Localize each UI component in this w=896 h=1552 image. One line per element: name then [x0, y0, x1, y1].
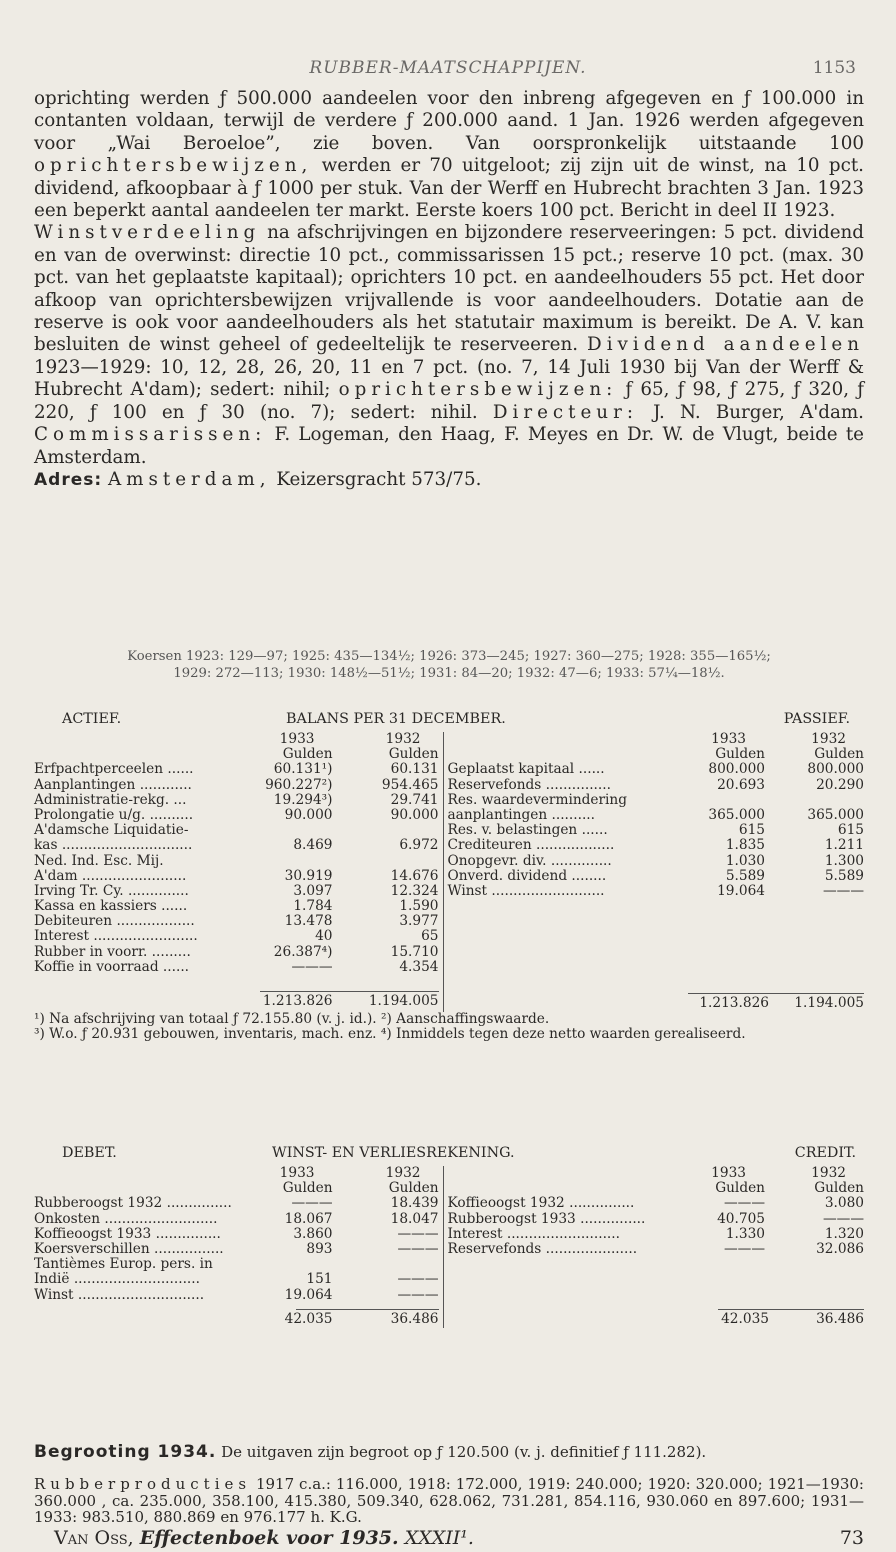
row-label: Reservefonds ............... — [447, 776, 611, 793]
text-dividend: 1923—1929: 10, 12, 28, 26, 20, 11 en 7 pct. (no. 7, 14 Juli 1930 bij Van der Werff & Hubrecht A'dam); sedert: nihil; — [34, 356, 864, 401]
value-1933: 893 — [306, 1240, 333, 1257]
balans-notes — [34, 1012, 864, 1042]
balans-section — [34, 712, 864, 1042]
koersen-line-1: Koersen 1923: 129—97; 1925: 435—134½; 1926: 373—245; 1927: 360—275; 1928: 355—165½; — [127, 649, 771, 664]
commissarissen-value: F. Logeman, den Haag, F. Meyes en Dr. W. de Vlugt, beide te Amsterdam. — [34, 424, 864, 468]
total-1932: 1.194.005 — [368, 993, 439, 1009]
begrooting-label: Begrooting 1934. — [34, 1442, 217, 1462]
term-oprichtersbewijzen: oprichtersbewijzen, — [34, 155, 313, 177]
table-row — [34, 884, 443, 899]
text-oprichting: oprichting werden ƒ 500.000 aandeelen voor den inbreng afgegeven en ƒ 100.000 in contanten voldaan, terwijl de verdere ƒ 200.000 aand. 1 Jan. 1926 werden afgegeven voor „Wai Beroeloe”, zie boven. Van oorspronkelijk uitstaande 100 — [34, 88, 864, 154]
winst-credit-rows — [448, 1196, 864, 1257]
begrooting-text: De uitgaven zijn begroot op ƒ 120.500 (v. j. definitief ƒ 111.282). — [216, 1443, 707, 1461]
value-1932: ——— — [822, 882, 864, 899]
running-header — [34, 58, 862, 84]
value-1932: 14.676 — [390, 867, 439, 884]
winst-credit-column — [444, 1166, 864, 1328]
year-1932: 1932 — [385, 1165, 421, 1181]
balans-unit-row — [448, 747, 864, 762]
footer-page-number: 73 — [839, 1527, 864, 1549]
table-row — [34, 899, 443, 914]
balans-columns — [34, 732, 864, 1012]
paragraph-adres — [34, 469, 864, 491]
row-label: Interest .......................... — [447, 1225, 620, 1242]
row-label: Crediteuren .................. — [447, 837, 615, 854]
unit-gulden: Gulden — [282, 1180, 333, 1197]
row-label: Koffie in voorraad ...... — [34, 958, 190, 975]
body-text — [34, 88, 864, 491]
row-label: Administratie-rekg. ... — [34, 791, 187, 808]
unit-gulden: Gulden — [715, 746, 765, 763]
year-1933: 1933 — [711, 731, 746, 747]
value-1932: ——— — [397, 1240, 439, 1257]
balans-actief-total — [260, 991, 439, 1010]
total-1933: 42.035 — [721, 1311, 769, 1328]
total-1933: 1.213.826 — [699, 995, 769, 1012]
term-winstverdeeling: Winstverdeeling — [34, 222, 261, 244]
value-1932: ——— — [822, 1210, 864, 1227]
row-label: aanplantingen .......... — [447, 806, 595, 823]
adres-street: Keizersgracht 573/75. — [270, 468, 482, 490]
text-winstverdeeling: na afschrijvingen en bijzondere reserveeringen: 5 pct. dividend en van de overwinst: directie 10 pct., commissarissen 15 pct.; reserve 10 pct. (max. 30 pct. van het geplaatste kapitaal); oprichters 10 pct. en aandeelhouders 55 pct. Het door afkoop van oprichtersbewijzen vrijvallende is voor aandeelhouders. Dotatie aan de reserve is ook voor aandeelhouders als het statutair maximum is bereikt. De A. V. kan besluiten de winst geheel of gedeeltelijk te reserveeren. — [34, 222, 864, 356]
row-label: Onopgevr. div. .............. — [447, 852, 612, 869]
table-row — [448, 762, 864, 777]
value-1933: 40.705 — [717, 1210, 765, 1227]
unit-gulden: Gulden — [388, 1180, 439, 1197]
table-row — [34, 762, 443, 777]
value-1933: ——— — [291, 1195, 333, 1212]
row-label: Ned. Ind. Esc. Mij. — [34, 852, 164, 869]
balans-heading — [34, 712, 864, 732]
value-1932: 18.047 — [390, 1210, 439, 1227]
total-1932: 36.486 — [816, 1311, 864, 1328]
value-1932: 6.972 — [399, 837, 439, 854]
passief-label: PASSIEF. — [783, 711, 850, 727]
winst-unit-row — [448, 1181, 864, 1196]
row-label: Erfpachtperceelen ...... — [34, 761, 194, 778]
table-row — [448, 1196, 864, 1211]
table-row — [34, 1212, 443, 1227]
winst-heading — [34, 1146, 864, 1166]
table-row — [448, 854, 864, 869]
year-1932: 1932 — [385, 731, 421, 747]
value-1933: 1.030 — [725, 852, 765, 869]
page-number: 1153 — [812, 58, 856, 78]
value-1932: 954.465 — [381, 776, 439, 793]
table-row — [448, 1227, 864, 1242]
term-rubberproducties: Rubberproducties — [34, 1475, 252, 1493]
table-row — [34, 793, 443, 808]
row-label: Reservefonds ..................... — [447, 1240, 638, 1257]
balans-passief-column — [444, 732, 864, 1012]
koersen-line-2: 1929: 272—113; 1930: 148½—51½; 1931: 84—20; 1932: 47—6; 1933: 57¼—18½. — [173, 666, 725, 681]
row-label: Aanplantingen ............ — [34, 776, 192, 793]
term-oprichtersbewijzen-dividend: oprichtersbewijzen: — [338, 379, 618, 401]
row-label: Kassa en kassiers ...... — [34, 898, 188, 915]
row-label: Tantièmes Europ. pers. in — [34, 1256, 213, 1273]
text-uitgeloot: werden er 70 uitgeloot; zij zijn uit de winst, na 10 pct. dividend, afkoopbaar à ƒ 1000 per stuk. Van der Werff en Hubrecht brachten 3 Jan. 1923 een beperkt aantal aandeelen ter markt. Eerste koers 100 pct. Bericht in deel II 1923. — [34, 155, 864, 222]
value-1932: 65 — [421, 928, 439, 945]
directeur-value: J. N. Burger, A'dam. — [637, 401, 864, 423]
table-row — [448, 1242, 864, 1257]
value-1933: 19.294³) — [273, 791, 333, 808]
value-1932: 90.000 — [390, 806, 439, 823]
table-row — [448, 884, 864, 899]
value-1933: 800.000 — [708, 761, 765, 778]
adres-city: Amsterdam, — [107, 468, 271, 490]
table-row — [448, 793, 864, 808]
year-1932: 1932 — [811, 731, 846, 747]
value-1932: 1.320 — [824, 1225, 864, 1242]
balans-title: BALANS PER 31 DECEMBER. — [286, 711, 506, 727]
table-row — [34, 945, 443, 960]
value-1933: 13.478 — [284, 913, 333, 930]
value-1933: 20.693 — [717, 776, 765, 793]
book-title: Effectenboek voor 1935. — [139, 1527, 399, 1549]
table-row — [34, 960, 443, 975]
text-oprichtersbewijzen-dividend: ƒ 65, ƒ 98, ƒ 275, ƒ 320, ƒ 220, ƒ 100 en ƒ 30 (no. 7); sedert: nihil. — [34, 379, 864, 423]
row-label: Geplaatst kapitaal ...... — [447, 761, 605, 778]
unit-gulden: Gulden — [814, 1180, 864, 1197]
table-row — [34, 808, 443, 823]
row-label: Res. waardevermindering — [447, 791, 627, 808]
table-row — [34, 1288, 443, 1303]
table-row — [34, 838, 443, 853]
row-label: Rubberoogst 1932 ............... — [34, 1195, 232, 1212]
balans-year-row — [448, 732, 864, 747]
credit-label: CREDIT. — [794, 1145, 856, 1161]
year-1932: 1932 — [811, 1165, 846, 1181]
value-1933: 19.064 — [284, 1286, 333, 1303]
value-1933: 960.227²) — [265, 776, 333, 793]
value-1932: 365.000 — [807, 806, 864, 823]
value-1933: 1.330 — [725, 1225, 765, 1242]
winst-section — [34, 1146, 864, 1328]
row-label: Rubber in voorr. ......... — [34, 943, 191, 960]
value-1932: 20.290 — [816, 776, 864, 793]
rubberproducties — [34, 1476, 864, 1526]
winst-unit-row — [34, 1181, 443, 1196]
row-label: Prolongatie u/g. .......... — [34, 806, 194, 823]
value-1932: 3.080 — [824, 1195, 864, 1212]
balans-actief-column — [34, 732, 444, 1012]
row-label: Koffieoogst 1932 ............... — [447, 1195, 635, 1212]
table-row — [448, 1212, 864, 1227]
value-1933: 30.919 — [284, 867, 333, 884]
table-row — [34, 1227, 443, 1242]
value-1933: 151 — [306, 1271, 333, 1288]
rubberproducties-text: 1917 c.a.: 116.000, 1918: 172.000, 1919: 240.000; 1920: 320.000; 1921—1930: 360.000 , ca. 235.000, 358.100, 415.380, 509.340, 628.062, 731.281, 854.116, 930.060 en 897.600; 1931—1933: 983.510, 880.869 en 976.177 h. K.G. — [34, 1475, 864, 1526]
value-1932: 29.741 — [390, 791, 439, 808]
term-commissarissen: Commissarissen: — [34, 424, 267, 446]
value-1933: 60.131¹) — [273, 761, 333, 778]
debet-label: DEBET. — [62, 1145, 117, 1161]
value-1932: 12.324 — [390, 882, 439, 899]
row-label: Winst .......................... — [447, 882, 605, 899]
term-dividend: Dividend aandeelen — [587, 334, 865, 356]
row-label: Winst ............................. — [34, 1286, 205, 1303]
value-1933: 1.835 — [725, 837, 765, 854]
value-1932: 15.710 — [390, 943, 439, 960]
unit-gulden: Gulden — [282, 746, 333, 763]
winst-year-row — [34, 1166, 443, 1181]
value-1932: 4.354 — [399, 958, 439, 975]
table-row — [448, 778, 864, 793]
value-1933: 19.064 — [717, 882, 765, 899]
value-1932: 32.086 — [816, 1240, 864, 1257]
total-1933: 1.213.826 — [262, 993, 333, 1009]
value-1932: 1.211 — [824, 837, 864, 854]
total-1932: 36.486 — [390, 1310, 439, 1327]
footer-left — [54, 1527, 474, 1549]
table-row — [34, 929, 443, 944]
value-1932: ——— — [397, 1271, 439, 1288]
value-1933: 615 — [738, 822, 765, 839]
table-row — [448, 808, 864, 823]
value-1933: 40 — [315, 928, 333, 945]
value-1933: 18.067 — [284, 1210, 333, 1227]
row-label: Rubberoogst 1933 ............... — [447, 1210, 646, 1227]
balans-unit-row — [34, 747, 443, 762]
paragraph-winstverdeeling — [34, 222, 864, 468]
value-1933: 1.784 — [293, 898, 333, 915]
term-directeur: Directeur: — [492, 401, 638, 423]
table-row — [34, 823, 443, 838]
total-1933: 42.035 — [284, 1310, 333, 1327]
publisher-name: Van Oss, — [54, 1527, 134, 1549]
total-1932: 1.194.005 — [794, 995, 864, 1012]
row-label: Interest ........................ — [34, 928, 198, 945]
koersen-block — [34, 648, 864, 682]
value-1932: ——— — [397, 1225, 439, 1242]
year-1933: 1933 — [279, 1165, 315, 1181]
value-1932: 800.000 — [807, 761, 864, 778]
winst-columns — [34, 1166, 864, 1328]
balans-passief-total — [688, 993, 864, 1012]
running-title: RUBBER-MAATSCHAPPIJEN. — [309, 58, 587, 78]
row-label: Koffieoogst 1933 ............... — [34, 1225, 221, 1242]
balans-year-row — [34, 732, 443, 747]
table-row — [34, 869, 443, 884]
table-row — [34, 914, 443, 929]
value-1933: 3.860 — [293, 1225, 333, 1242]
balans-note-1: ¹) Na afschrijving van totaal ƒ 72.155.80 (v. j. id.). ²) Aanschaffingswaarde. — [34, 1011, 550, 1028]
row-label: Koersverschillen ................ — [34, 1240, 224, 1257]
actief-label: ACTIEF. — [62, 711, 122, 727]
value-1932: 5.589 — [824, 867, 864, 884]
table-row — [34, 1196, 443, 1211]
year-1933: 1933 — [279, 731, 315, 747]
value-1932: 3.977 — [399, 913, 439, 930]
adres-label: Adres: — [34, 469, 103, 490]
row-label: kas .............................. — [34, 837, 193, 854]
table-row — [34, 1257, 443, 1272]
value-1932: 615 — [837, 822, 864, 839]
unit-gulden: Gulden — [715, 1180, 765, 1197]
winst-debet-rows — [34, 1196, 443, 1302]
value-1932: ——— — [397, 1286, 439, 1303]
value-1933: 26.387⁴) — [273, 943, 333, 960]
value-1933: ——— — [723, 1195, 765, 1212]
row-label: Irving Tr. Cy. .............. — [34, 882, 189, 899]
unit-gulden: Gulden — [388, 746, 439, 763]
volume-number: XXXII¹. — [404, 1527, 474, 1549]
table-row — [34, 854, 443, 869]
value-1933: 5.589 — [725, 867, 765, 884]
unit-gulden: Gulden — [814, 746, 864, 763]
row-label: Debiteuren .................. — [34, 913, 195, 930]
row-label: A'dam ........................ — [34, 867, 187, 884]
table-row — [448, 869, 864, 884]
balans-actief-rows — [34, 762, 443, 975]
row-label: Onkosten .......................... — [34, 1210, 218, 1227]
value-1933: 365.000 — [708, 806, 765, 823]
value-1933: 3.097 — [293, 882, 333, 899]
table-row — [34, 1272, 443, 1287]
table-row — [448, 823, 864, 838]
value-1932: 1.590 — [399, 898, 439, 915]
value-1933: ——— — [291, 958, 333, 975]
value-1933: 8.469 — [293, 837, 333, 854]
value-1932: 60.131 — [390, 761, 439, 778]
row-label: Indië ............................. — [34, 1271, 200, 1288]
begrooting — [34, 1441, 864, 1463]
winst-debet-total — [284, 1309, 439, 1328]
value-1933: 90.000 — [284, 806, 333, 823]
winst-credit-total — [718, 1309, 864, 1328]
table-row — [34, 778, 443, 793]
winst-year-row — [448, 1166, 864, 1181]
paragraph-oprichting — [34, 88, 864, 222]
value-1932: 18.439 — [390, 1195, 439, 1212]
table-row — [448, 838, 864, 853]
value-1932: 1.300 — [824, 852, 864, 869]
year-1933: 1933 — [711, 1165, 746, 1181]
balans-passief-rows — [448, 762, 864, 899]
value-1933: ——— — [723, 1240, 765, 1257]
table-row — [34, 1242, 443, 1257]
row-label: A'damsche Liquidatie- — [34, 822, 189, 839]
row-label: Onverd. dividend ........ — [447, 867, 607, 884]
balans-note-2: ³) W.o. ƒ 20.931 gebouwen, inventaris, mach. enz. ⁴) Inmiddels tegen deze netto waarden gerealiseerd. — [34, 1026, 746, 1043]
winst-debet-column — [34, 1166, 444, 1328]
row-label: Res. v. belastingen ...... — [447, 822, 608, 839]
winst-title: WINST- EN VERLIESREKENING. — [272, 1145, 515, 1161]
